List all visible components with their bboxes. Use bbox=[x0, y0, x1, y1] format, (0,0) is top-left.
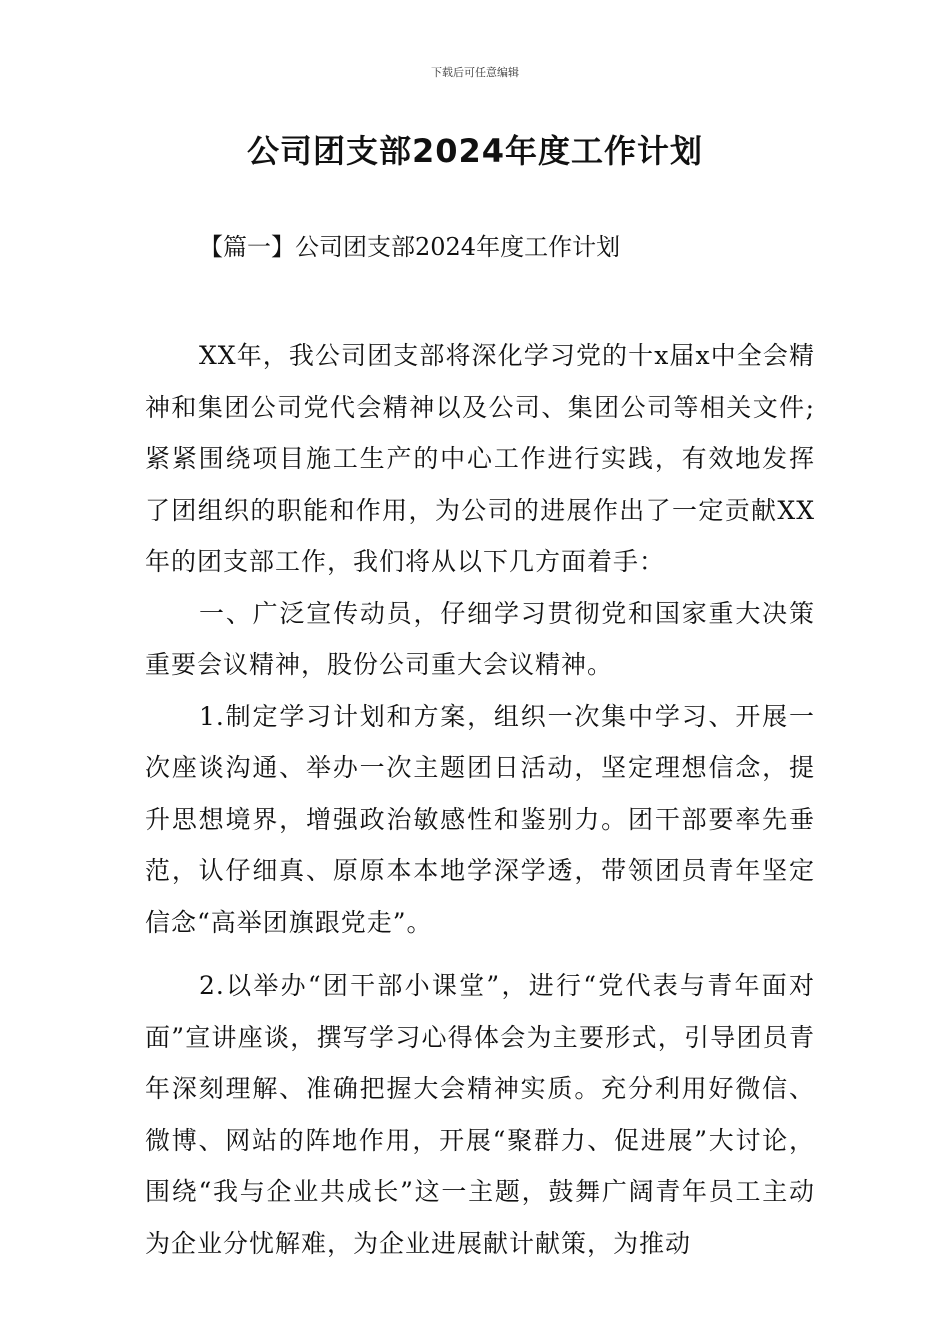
paragraph-intro: XX年，我公司团支部将深化学习党的十x届x中全会精神和集团公司党代会精神以及公司、集团公司等相关文件;紧紧围绕项目施工生产的中心工作进行实践，有效地发挥了团组织的职能和作用，为公司的进展作出了一定贡献XX年的团支部工作，我们将从以下几方面着手： bbox=[145, 341, 815, 576]
paragraph-item-1: 1.制定学习计划和方案，组织一次集中学习、开展一次座谈沟通、举办一次主题团日活动，坚定理想信念，提升思想境界，增强政治敏感性和鉴别力。团干部要率先垂范，认仔细真、原原本本地学深学透，带领团员青年坚定信念“高举团旗跟党走”。 bbox=[145, 701, 815, 937]
header-note: 下载后可任意编辑 bbox=[431, 66, 519, 79]
section-heading: 【篇一】公司团支部2024年度工作计划 bbox=[199, 233, 621, 261]
document-title: 公司团支部2024年度工作计划 bbox=[246, 132, 704, 170]
paragraph-point-one: 一、广泛宣传动员，仔细学习贯彻党和国家重大决策重要会议精神，股份公司重大会议精神。 bbox=[145, 598, 815, 679]
document-body bbox=[145, 330, 815, 1269]
paragraph-item-2: 2.以举办“团干部小课堂”，进行“党代表与青年面对面”宣讲座谈，撰写学习心得体会为主要形式，引导团员青年深刻理解、准确把握大会精神实质。充分利用好微信、微博、网站的阵地作用，开展“聚群力、促进展”大讨论，围绕“我与企业共成长”这一主题，鼓舞广阔青年员工主动为企业分忧解难，为企业进展献计献策，为推动 bbox=[145, 971, 815, 1258]
